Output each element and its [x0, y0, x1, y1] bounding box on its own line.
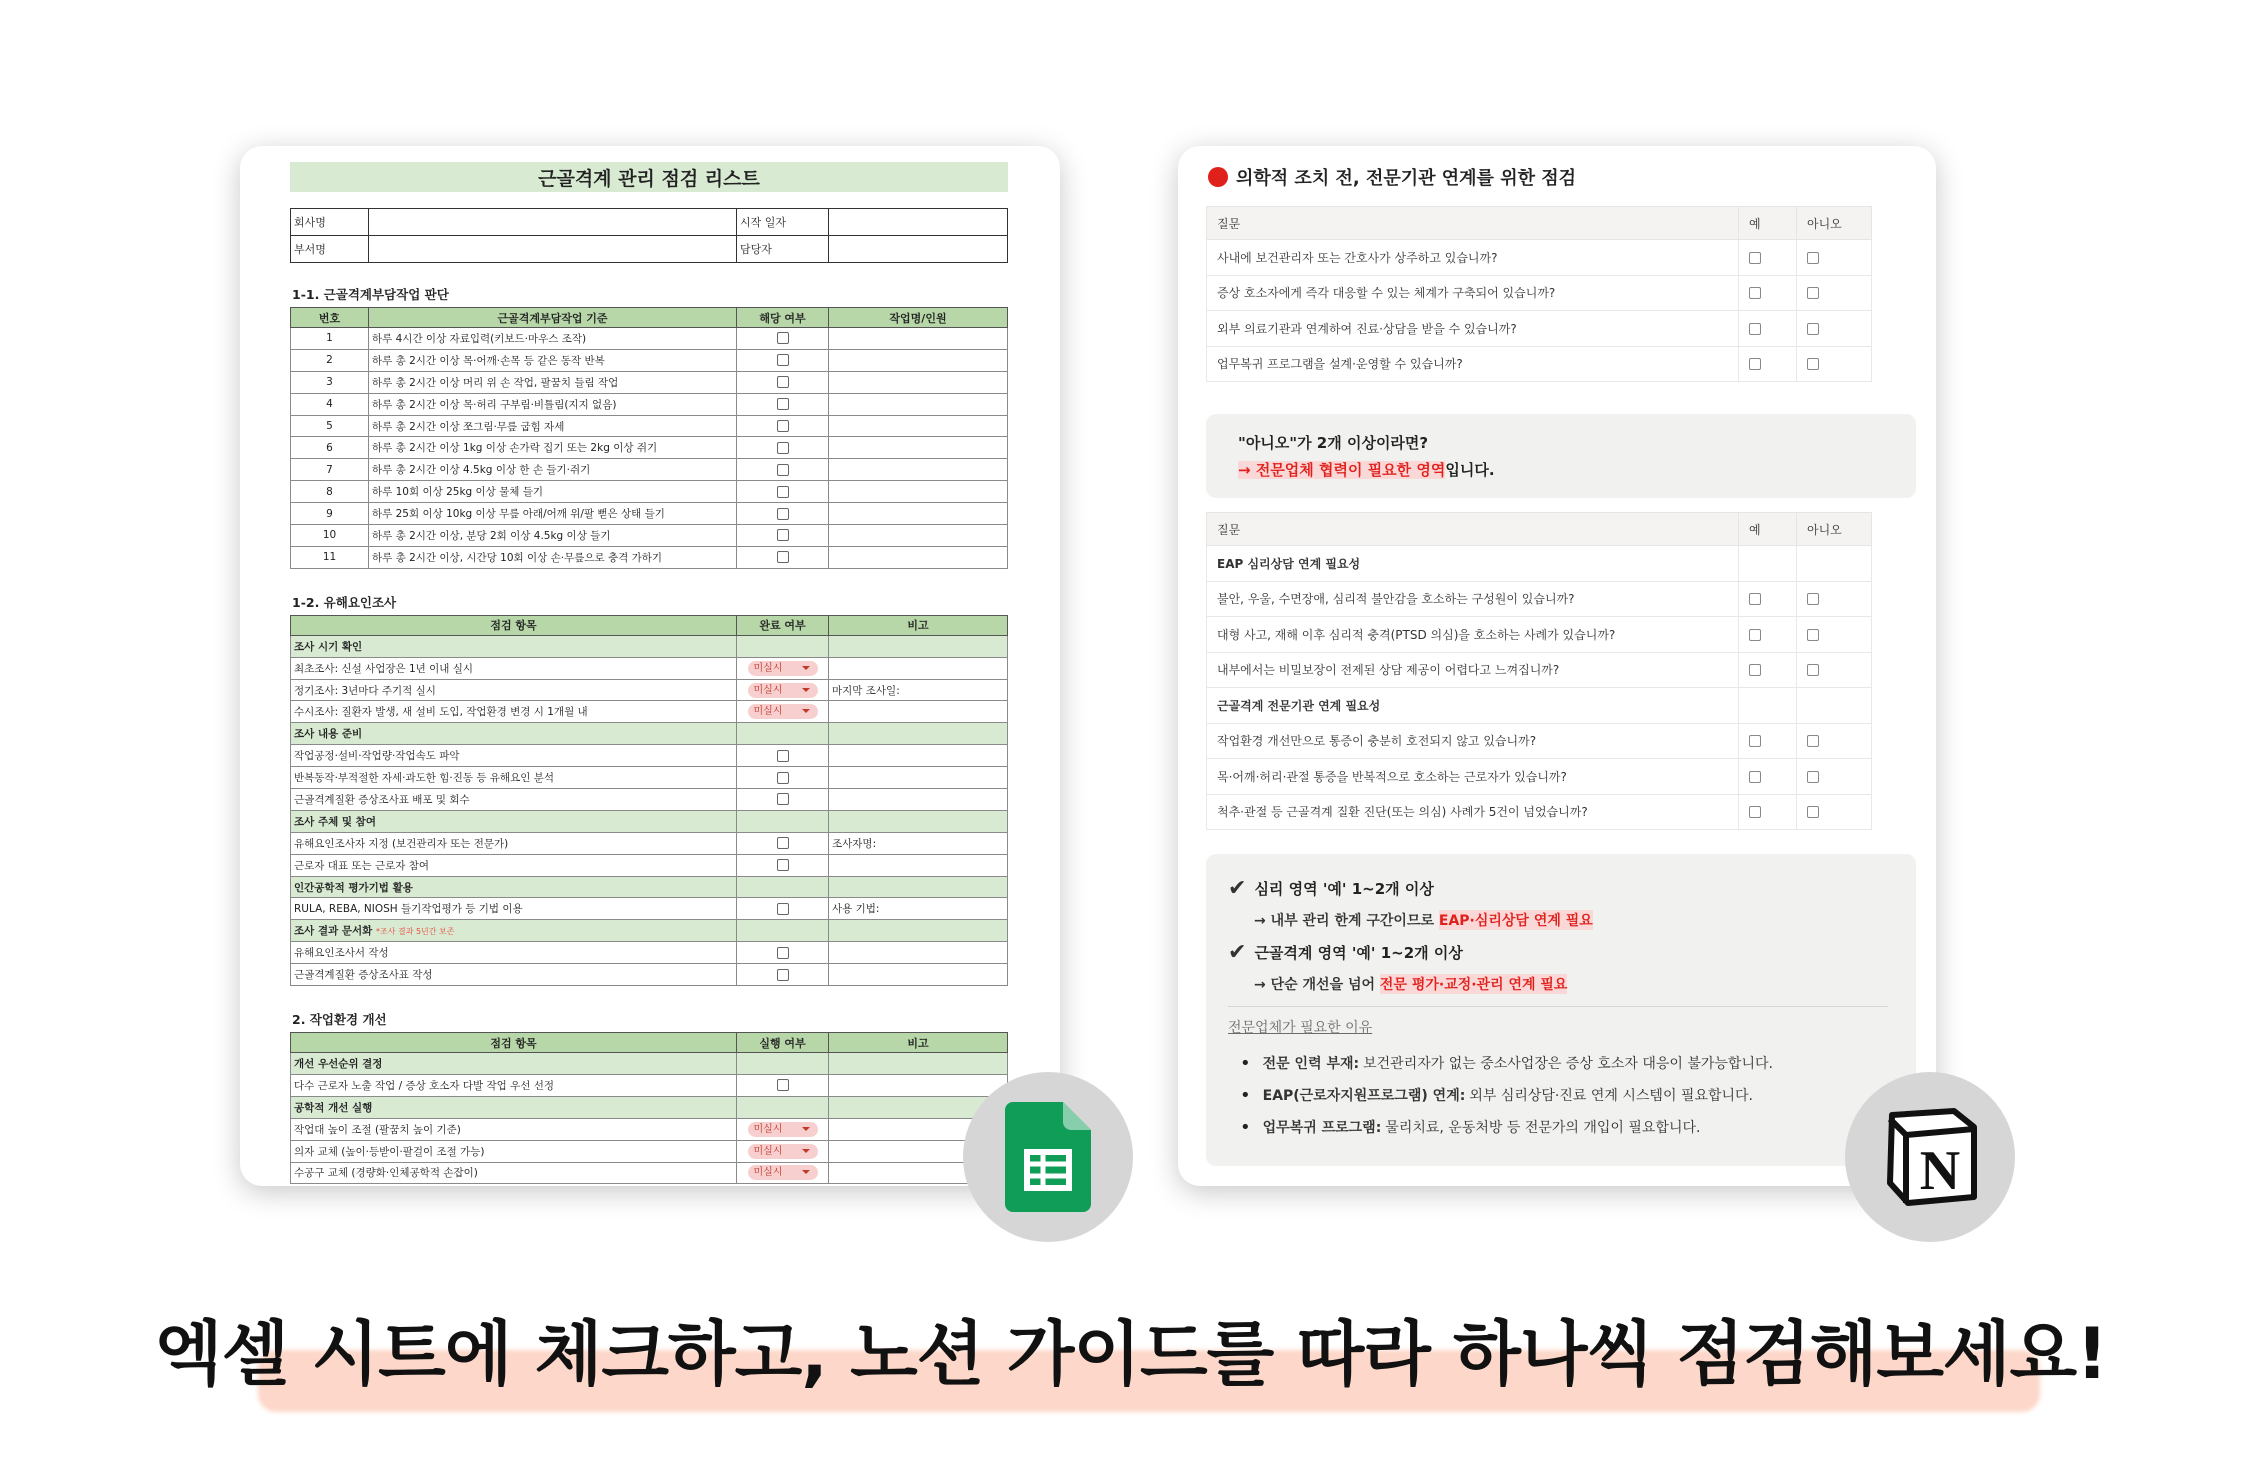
column-header: 예	[1739, 513, 1797, 546]
table-row: 수공구 교체 (경량화·인체공학적 손잡이) 미실시	[291, 1162, 1008, 1184]
table-row	[291, 481, 1008, 503]
row-number: 3	[291, 371, 369, 393]
no-checkbox[interactable]	[1807, 593, 1819, 605]
table-row	[1207, 346, 1872, 382]
guidance-callout	[1206, 854, 1916, 1166]
table-row: 목·어깨·허리·관절 통증을 반복적으로 호소하는 근로자가 있습니까?	[1207, 759, 1872, 795]
no-checkbox[interactable]	[1807, 358, 1819, 370]
notion-card	[1178, 146, 1936, 1186]
table-row: 의자 교체 (높이·등받이·팔걸이 조절 가능) 미실시	[291, 1140, 1008, 1162]
row-number: 4	[291, 393, 369, 415]
table-row	[291, 459, 1008, 481]
checkbox[interactable]	[777, 508, 789, 520]
department-input[interactable]	[369, 236, 737, 263]
yes-checkbox[interactable]	[1749, 593, 1761, 605]
group-row: 인간공학적 평가기법 활용	[291, 876, 1008, 898]
spreadsheet	[290, 162, 1008, 1186]
no-checkbox[interactable]	[1807, 323, 1819, 335]
table-row	[291, 393, 1008, 415]
headline: 엑셀 시트에 체크하고, 노션 가이드를 따라 하나씩 점검해보세요!	[154, 1313, 2108, 1395]
column-header: 작업명/인원	[829, 308, 1008, 328]
medical-check-table	[1206, 206, 1872, 382]
yes-checkbox[interactable]	[1749, 771, 1761, 783]
arrow-line: → 내부 관리 한계 구간이므로 EAP·심리상담 연계 필요	[1228, 902, 1894, 938]
spreadsheet-card	[240, 146, 1060, 1186]
company-label: 회사명	[291, 209, 369, 236]
referral-check-table	[1206, 512, 1872, 830]
check-line: ✔ 근골격계 영역 '예' 1~2개 이상	[1228, 939, 1463, 965]
list-item: • 업무복귀 프로그램: 물리치료, 운동처방 등 전문가의 개입이 필요합니다.	[1240, 1111, 1894, 1143]
notion-icon	[1878, 1105, 1982, 1209]
divider	[1228, 1006, 1888, 1007]
column-header: 실행 여부	[737, 1033, 829, 1053]
manager-label: 담당자	[737, 236, 829, 263]
criterion-text: 하루 총 2시간 이상 1kg 이상 손가락 집기 또는 2kg 이상 쥐기	[369, 437, 737, 459]
table-row	[1207, 240, 1872, 276]
note-cell[interactable]: 조사자명:	[829, 832, 1008, 854]
criterion-text: 하루 25회 이상 10kg 이상 무릎 아래/어깨 위/팔 뻗은 상태 들기	[369, 503, 737, 525]
yes-checkbox[interactable]	[1749, 664, 1761, 676]
table-row	[291, 525, 1008, 547]
section-title: 1-2. 유해요인조사	[292, 594, 397, 610]
checkbox[interactable]	[777, 1079, 789, 1091]
callout-question: "아니오"가 2개 이상이라면?	[1238, 434, 1429, 452]
table-row: 유해요인조사자 지정 (보건관리자 또는 전문가) 조사자명:	[291, 832, 1008, 854]
table-row: 근골격계질환 증상조사표 작성	[291, 964, 1008, 986]
row-number: 7	[291, 459, 369, 481]
checkmark-icon: ✔	[1228, 875, 1247, 901]
checkbox[interactable]	[777, 903, 789, 915]
table-row	[291, 349, 1008, 371]
no-checkbox[interactable]	[1807, 629, 1819, 641]
yes-checkbox[interactable]	[1749, 735, 1761, 747]
checkbox[interactable]	[777, 969, 789, 981]
checkbox[interactable]	[777, 772, 789, 784]
work-name-cell[interactable]	[829, 481, 1008, 503]
column-header: 질문	[1207, 207, 1739, 240]
table-row	[291, 503, 1008, 525]
work-name-cell[interactable]	[829, 525, 1008, 547]
group-row: 조사 결과 문서화 *조사 결과 5년간 보존	[291, 920, 1008, 942]
table-row: 작업환경 개선만으로 통증이 충분히 호전되지 않고 있습니까?	[1207, 723, 1872, 759]
column-header: 질문	[1207, 513, 1739, 546]
start-date-input[interactable]	[829, 209, 1008, 236]
why-title: 전문업체가 필요한 이유	[1228, 1020, 1373, 1036]
work-env-table	[290, 1032, 1008, 1184]
criterion-text: 하루 총 2시간 이상, 시간당 10회 이상 손·무릎으로 충격 가하기	[369, 546, 737, 568]
question-text: 사내에 보건관리자 또는 간호사가 상주하고 있습니까?	[1207, 240, 1739, 276]
section-title: 1-1. 근골격계부담작업 판단	[292, 287, 449, 302]
column-header: 예	[1739, 207, 1797, 240]
work-name-cell[interactable]	[829, 349, 1008, 371]
table-row: 작업공정·설비·작업량·작업속도 파악	[291, 745, 1008, 767]
yes-checkbox[interactable]	[1749, 323, 1761, 335]
group-row: 개선 우선순위 결정	[291, 1053, 1008, 1075]
red-circle-icon	[1208, 167, 1228, 187]
table-row	[291, 546, 1008, 568]
column-header: 아니오	[1797, 513, 1872, 546]
callout-box	[1206, 414, 1916, 498]
table-row	[291, 437, 1008, 459]
work-name-cell[interactable]	[829, 546, 1008, 568]
hazard-survey-table	[290, 615, 1008, 986]
group-row: 조사 시기 확인	[291, 635, 1008, 657]
no-checkbox[interactable]	[1807, 806, 1819, 818]
note-cell[interactable]: 사용 기법:	[829, 898, 1008, 920]
checkbox[interactable]	[777, 442, 789, 454]
table-row: 근골격계질환 증상조사표 배포 및 회수	[291, 789, 1008, 811]
criterion-text: 하루 총 2시간 이상 목·허리 구부림·비틀림(지지 없음)	[369, 393, 737, 415]
column-header: 근골격계부담작업 기준	[369, 308, 737, 328]
checkmark-icon: ✔	[1228, 939, 1247, 965]
no-checkbox[interactable]	[1807, 735, 1819, 747]
arrow-line: → 단순 개선을 넘어 전문 평가·교정·관리 연계 필요	[1228, 966, 1894, 1002]
sheet-title: 근골격계 관리 점검 리스트	[290, 162, 1008, 192]
heading-text: 의학적 조치 전, 전문기관 연계를 위한 점검	[1236, 168, 1577, 189]
table-row: 반복동작·부적절한 자세·과도한 힘·진동 등 유해요인 분석	[291, 767, 1008, 789]
column-header: 해당 여부	[737, 308, 829, 328]
checkbox[interactable]	[777, 750, 789, 762]
table-row	[291, 371, 1008, 393]
yes-checkbox[interactable]	[1749, 252, 1761, 264]
table-row: 작업대 높이 조절 (팔꿈치 높이 기준) 미실시	[291, 1118, 1008, 1140]
criterion-text: 하루 총 2시간 이상 4.5kg 이상 한 손 들기·쥐기	[369, 459, 737, 481]
group-row: 근골격계 전문기관 연계 필요성	[1207, 688, 1872, 724]
status-dropdown[interactable]: 미실시	[748, 1144, 818, 1159]
checkbox[interactable]	[777, 464, 789, 476]
google-sheets-icon	[1005, 1102, 1091, 1212]
checkbox[interactable]	[777, 793, 789, 805]
column-header: 번호	[291, 308, 369, 328]
no-checkbox[interactable]	[1807, 287, 1819, 299]
status-dropdown[interactable]: 미실시	[748, 683, 818, 698]
criterion-text: 하루 총 2시간 이상 쪼그림·무릎 굽힘 자세	[369, 415, 737, 437]
column-header: 비고	[829, 1033, 1008, 1053]
checkbox[interactable]	[777, 947, 789, 959]
row-number: 8	[291, 481, 369, 503]
retention-note: *조사 결과 5년간 보존	[375, 927, 455, 937]
table-row	[291, 328, 1008, 350]
row-number: 1	[291, 328, 369, 350]
column-header: 점검 항목	[291, 1033, 737, 1053]
row-number: 10	[291, 525, 369, 547]
group-row: 조사 내용 준비	[291, 723, 1008, 745]
table-row: 내부에서는 비밀보장이 전제된 상담 제공이 어렵다고 느껴집니까?	[1207, 652, 1872, 688]
row-number: 6	[291, 437, 369, 459]
row-number: 11	[291, 546, 369, 568]
yes-checkbox[interactable]	[1749, 629, 1761, 641]
question-text: 업무복귀 프로그램을 설계·운영할 수 있습니까?	[1207, 346, 1739, 382]
section-title: 2. 작업환경 개선	[292, 1012, 387, 1028]
no-checkbox[interactable]	[1807, 252, 1819, 264]
table-row: 근로자 대표 또는 근로자 참여	[291, 854, 1008, 876]
question-text: 외부 의료기관과 연계하여 진료·상담을 받을 수 있습니까?	[1207, 311, 1739, 347]
yes-checkbox[interactable]	[1749, 287, 1761, 299]
notion-badge	[1845, 1072, 2015, 1242]
column-header: 점검 항목	[291, 615, 737, 635]
checkbox[interactable]	[777, 486, 789, 498]
group-row: EAP 심리상담 연계 필요성	[1207, 546, 1872, 582]
work-name-cell[interactable]	[829, 393, 1008, 415]
no-checkbox[interactable]	[1807, 664, 1819, 676]
column-header: 아니오	[1797, 207, 1872, 240]
criterion-text: 하루 10회 이상 25kg 이상 물체 들기	[369, 481, 737, 503]
checkbox[interactable]	[777, 420, 789, 432]
company-input[interactable]	[369, 209, 737, 236]
meta-table	[290, 208, 1008, 263]
work-name-cell[interactable]	[829, 459, 1008, 481]
row-number: 5	[291, 415, 369, 437]
group-row: 공학적 개선 실행	[291, 1096, 1008, 1118]
table-row	[291, 415, 1008, 437]
table-row: 다수 근로자 노출 작업 / 증상 호소자 다발 작업 우선 선정	[291, 1074, 1008, 1096]
criterion-text: 하루 총 2시간 이상, 분당 2회 이상 4.5kg 이상 들기	[369, 525, 737, 547]
group-row: 조사 주체 및 참여	[291, 810, 1008, 832]
table-row: 불안, 우울, 수면장애, 심리적 불안감을 호소하는 구성원이 있습니까?	[1207, 581, 1872, 617]
table-row: 유해요인조사서 작성	[291, 942, 1008, 964]
checkbox[interactable]	[777, 354, 789, 366]
question-text: 증상 호소자에게 즉각 대응할 수 있는 체계가 구축되어 있습니까?	[1207, 275, 1739, 311]
column-header: 완료 여부	[737, 615, 829, 635]
table-row: 최초조사: 신설 사업장은 1년 이내 실시 미실시	[291, 657, 1008, 679]
checkbox[interactable]	[777, 837, 789, 849]
row-number: 9	[291, 503, 369, 525]
checkbox[interactable]	[777, 551, 789, 563]
work-name-cell[interactable]	[829, 503, 1008, 525]
callout-answer: → 전문업체 협력이 필요한 영역입니다.	[1238, 461, 1495, 479]
check-line: ✔ 심리 영역 '예' 1~2개 이상	[1228, 875, 1434, 901]
yes-checkbox[interactable]	[1749, 806, 1761, 818]
work-name-cell[interactable]	[829, 328, 1008, 350]
checkbox[interactable]	[777, 376, 789, 388]
criterion-text: 하루 총 2시간 이상 목·어깨·손목 등 같은 동작 반복	[369, 349, 737, 371]
criterion-text: 하루 총 2시간 이상 머리 위 손 작업, 팔꿈치 들림 작업	[369, 371, 737, 393]
department-label: 부서명	[291, 236, 369, 263]
burden-work-table	[290, 307, 1008, 569]
table-row	[1207, 275, 1872, 311]
svg-text:N: N	[1919, 1140, 1961, 1202]
table-row: 대형 사고, 재해 이후 심리적 충격(PTSD 의심)을 호소하는 사례가 있습니까?	[1207, 617, 1872, 653]
column-header: 비고	[829, 615, 1008, 635]
note-cell[interactable]: 마지막 조사일:	[829, 679, 1008, 701]
checkbox[interactable]	[777, 398, 789, 410]
checkbox[interactable]	[777, 859, 789, 871]
reasons-list	[1228, 1047, 1894, 1143]
table-row: 정기조사: 3년마다 주기적 실시 미실시 마지막 조사일:	[291, 679, 1008, 701]
table-row: RULA, REBA, NIOSH 들기작업평가 등 기법 이용 사용 기법:	[291, 898, 1008, 920]
list-item: • EAP(근로자지원프로그램) 연계: 외부 심리상담·진료 연계 시스템이 필요합니다.	[1240, 1079, 1894, 1111]
work-name-cell[interactable]	[829, 437, 1008, 459]
list-item: • 전문 인력 부재: 보건관리자가 없는 중소사업장은 증상 호소자 대응이 불가능합니다.	[1240, 1047, 1894, 1079]
manager-input[interactable]	[829, 236, 1008, 263]
start-date-label: 시작 일자	[737, 209, 829, 236]
work-name-cell[interactable]	[829, 371, 1008, 393]
row-number: 2	[291, 349, 369, 371]
status-dropdown[interactable]: 미실시	[748, 1122, 818, 1137]
notion-heading	[1208, 164, 1576, 190]
criterion-text: 하루 4시간 이상 자료입력(키보드·마우스 조작)	[369, 328, 737, 350]
yes-checkbox[interactable]	[1749, 358, 1761, 370]
status-dropdown[interactable]: 미실시	[748, 661, 818, 676]
no-checkbox[interactable]	[1807, 771, 1819, 783]
google-sheets-badge	[963, 1072, 1133, 1242]
work-name-cell[interactable]	[829, 415, 1008, 437]
table-row	[1207, 311, 1872, 347]
checkbox[interactable]	[777, 332, 789, 344]
checkbox[interactable]	[777, 529, 789, 541]
table-row: 척추·관절 등 근골격계 질환 진단(또는 의심) 사례가 5건이 넘었습니까?	[1207, 794, 1872, 830]
status-dropdown[interactable]: 미실시	[748, 704, 818, 719]
status-dropdown[interactable]: 미실시	[748, 1165, 818, 1180]
table-row: 수시조사: 질환자 발생, 새 설비 도입, 작업환경 변경 시 1개월 내 미실시	[291, 701, 1008, 723]
